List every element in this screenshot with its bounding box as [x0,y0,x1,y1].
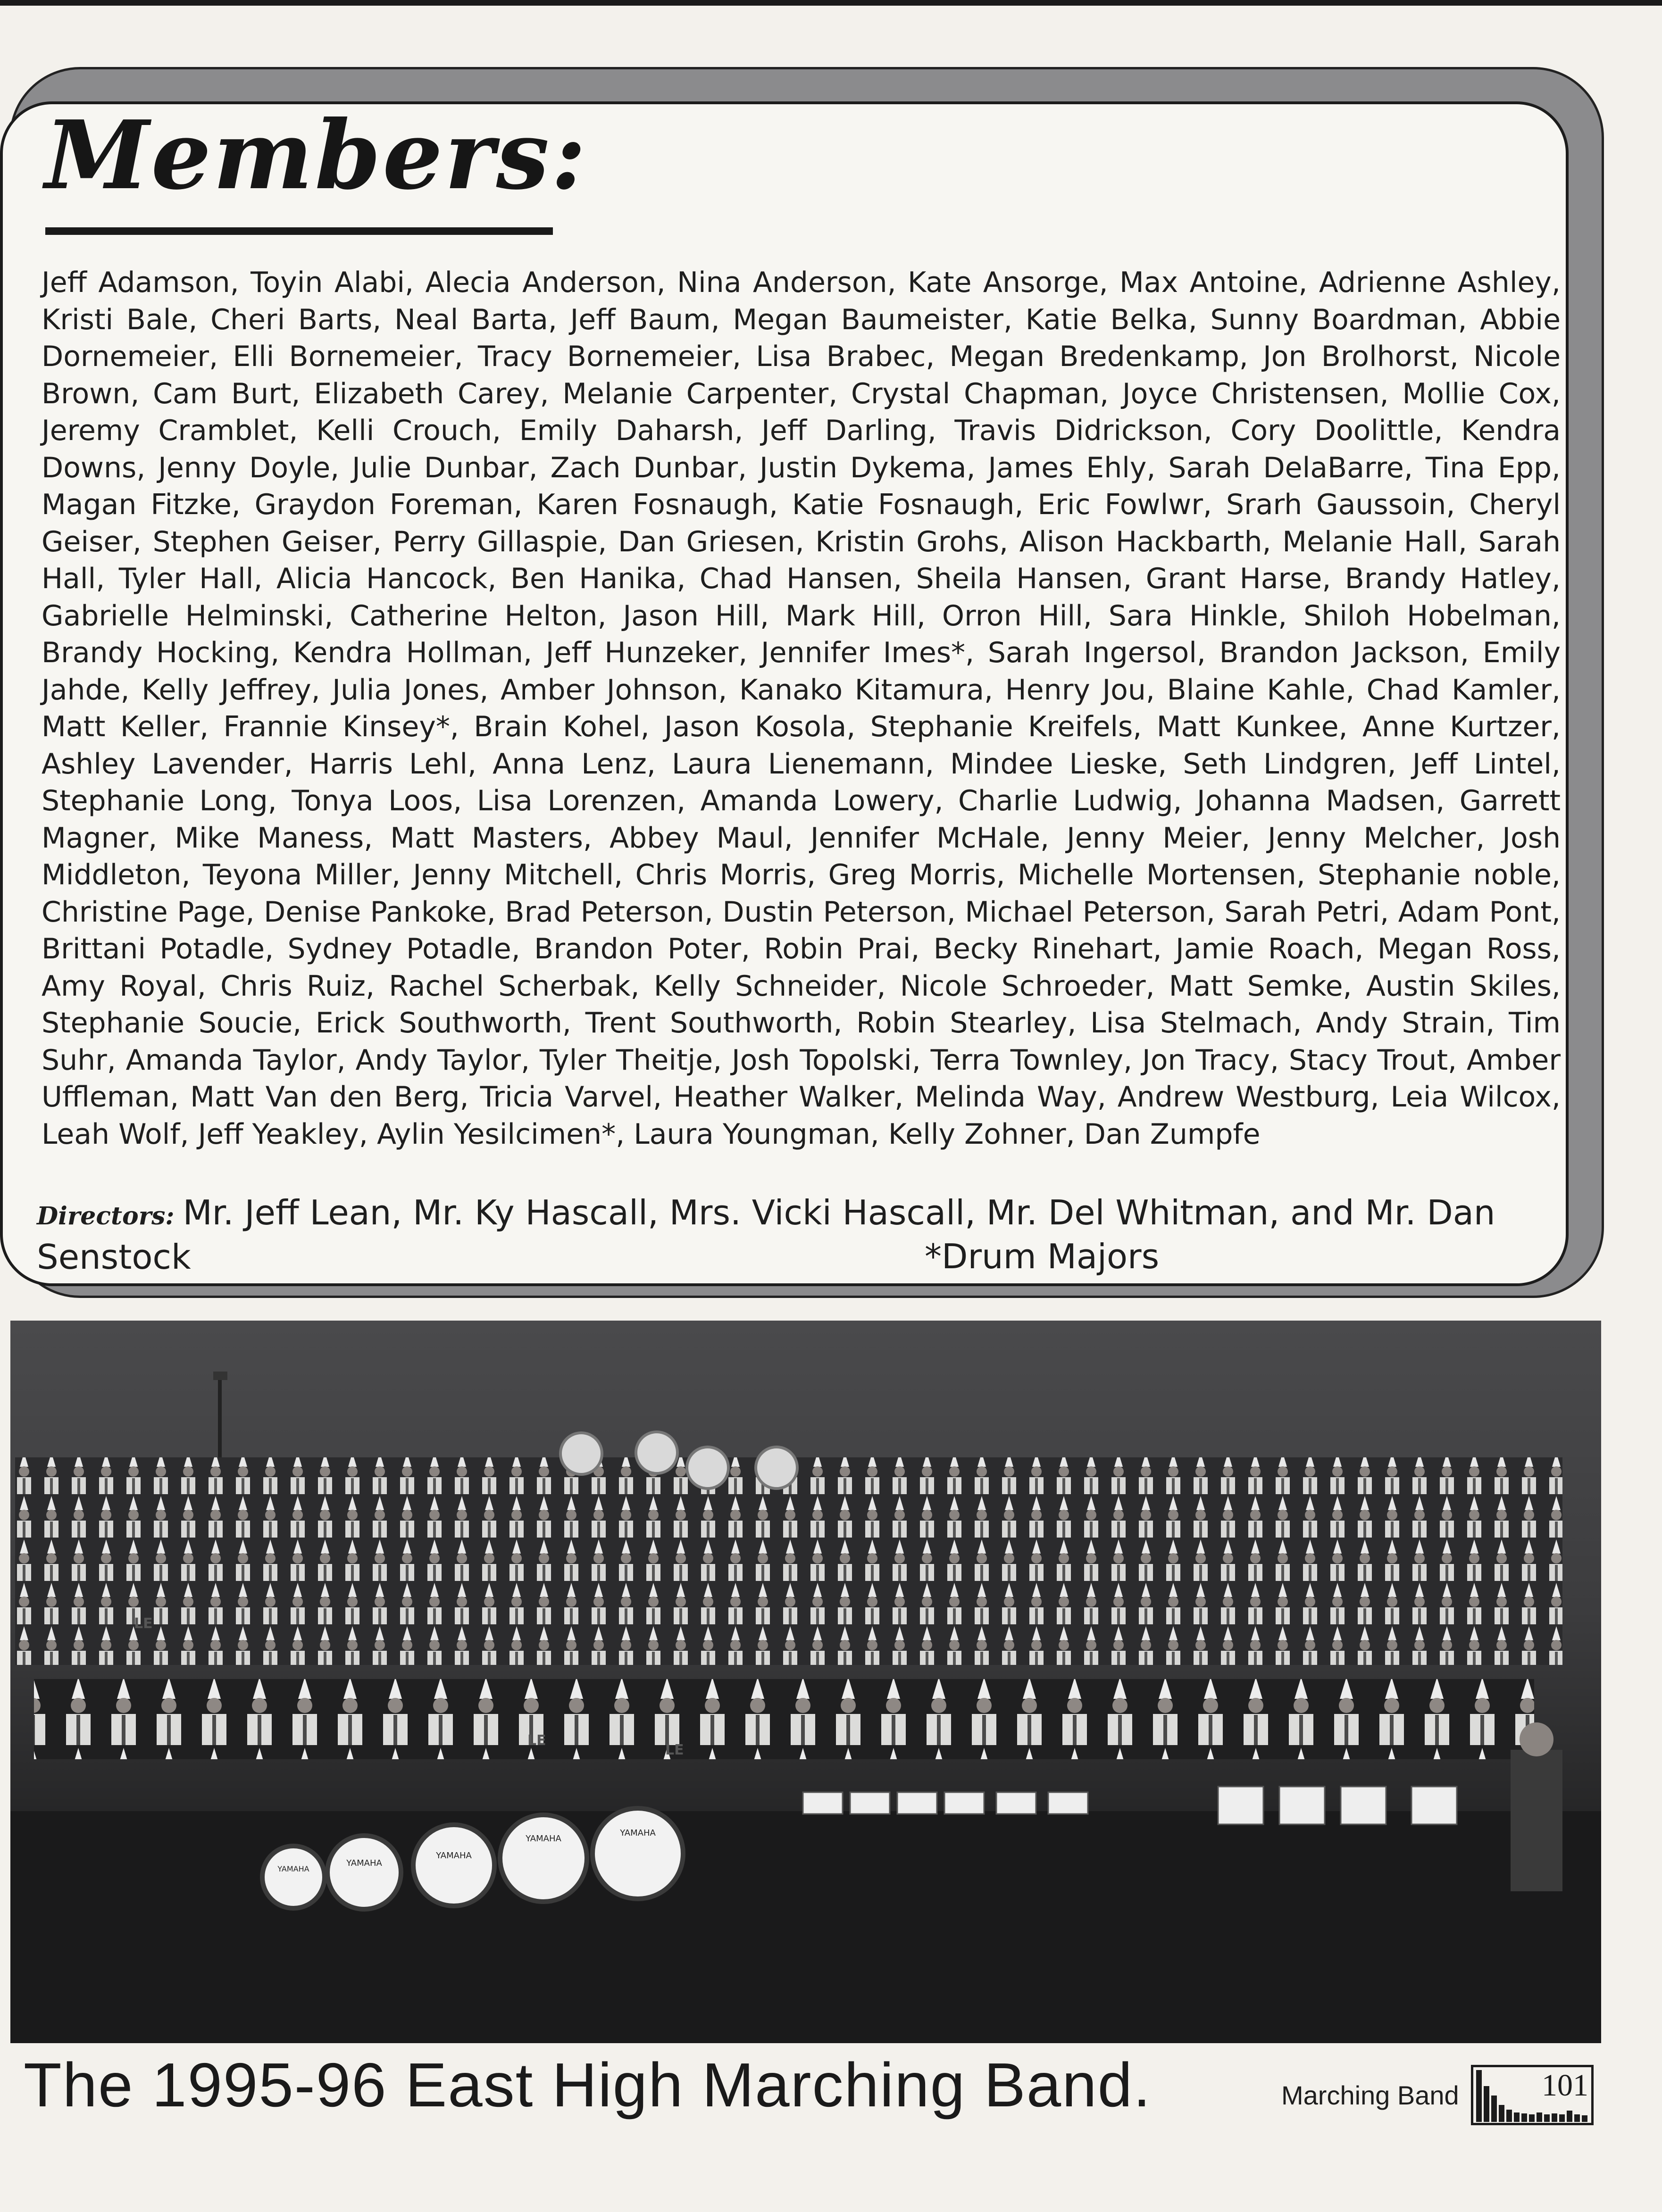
heading-underline [45,227,553,235]
uniform-letters-3: LE [665,1742,684,1758]
bass-drum-brand-1: YAMAHA [277,1864,309,1873]
uniform-letters-1: LE [134,1615,153,1632]
bass-drum-brand-5: YAMAHA [620,1828,656,1838]
members-heading: Members: [45,100,588,211]
band-photo [10,1321,1601,2043]
drum-majors-note: *Drum Majors [925,1237,1160,1276]
bass-drum-brand-3: YAMAHA [436,1851,472,1861]
section-label: Marching Band [1281,2080,1459,2110]
directors-label: Directors: [37,1202,175,1231]
bass-drum-brand-4: YAMAHA [526,1834,561,1844]
page-number: 101 [1542,2068,1588,2103]
top-border [0,0,1662,6]
band-photo-illustration [10,1321,1601,2043]
director-figure [1511,1750,1562,1891]
directors-line [37,1192,1546,1277]
directors-names: Mr. Jeff Lean, Mr. Ky Hascall, Mrs. Vicki Hascall, Mr. Del Whitman, and Mr. Dan Senstock [37,1193,1495,1277]
member-list: Jeff Adamson, Toyin Alabi, Alecia Anderson, Nina Anderson, Kate Ansorge, Max Antoine, Adrienne Ashley, Kristi Bale, Cheri Barts, Neal Barta, Jeff Baum, Megan Baumeister, Katie Belka, Sunny Boardman, Abbie Dornemeier, Elli Bornemeier, Tracy Bornemeier, Lisa Brabec, Megan Bredenkamp, Jon Brolhorst, Nicole Brown, Cam Burt, Elizabeth Carey, Melanie Carpenter, Crystal Chapman, Joyce Christensen, Mollie Cox, Jeremy Cramblet, Kelli Crouch, Emily Daharsh, Jeff Darling, Travis Didrickson, Cory Doolittle, Kendra Downs, Jenny Doyle, Julie Dunbar, Zach Dunbar, Justin Dykema, James Ehly, Sarah DelaBarre, Tina Epp, Magan Fitzke, Graydon Foreman, Karen Fosnaugh, Katie Fosnaugh, Eric Fowlwr, Srarh Gaussoin, Cheryl Geiser, Stephen Geiser, Perry Gillaspie, Dan Griesen, Kristin Grohs, Alison Hackbarth, Melanie Hall, Sarah Hall, Tyler Hall, Alicia Hancock, Ben Hanika, Chad Hansen, Sheila Hansen, Grant Harse, Brandy Hatley, Gabrielle Helminski, Catherine Helton, Jason Hill, Mark Hill, Orron Hill, Sara Hinkle, Shiloh Hobelman, Brandy Hocking, Kendra Hollman, Jeff Hunzeker, Jennifer Imes*, Sarah Ingersol, Brandon Jackson, Emily Jahde, Kelly Jeffrey, Julia Jones, Amber Johnson, Kanako Kitamura, Henry Jou, Blaine Kahle, Chad Kamler, Matt Keller, Frannie Kinsey*, Brain Kohel, Jason Kosola, Stephanie Kreifels, Matt Kunkee, Anne Kurtzer, Ashley Lavender, Harris Lehl, Anna Lenz, Laura Lienemann, Mindee Lieske, Seth Lindgren, Jeff Lintel, Stephanie Long, Tonya Loos, Lisa Lorenzen, Amanda Lowery, Charlie Ludwig, Johanna Madsen, Garrett Magner, Mike Maness, Matt Masters, Abbey Maul, Jennifer McHale, Jenny Meier, Jenny Melcher, Josh Middleton, Teyona Miller, Jenny Mitchell, Chris Morris, Greg Morris, Michelle Mortensen, Stephanie noble, Christine Page, Denise Pankoke, Brad Peterson, Dustin Peterson, Michael Peterson, Sarah Petri, Adam Pont, Brittani Potadle, Sydney Potadle, Brandon Poter, Robin Prai, Becky Rinehart, Jamie Roach, Megan Ross, Amy Royal, Chris Ruiz, Rachel Scherbak, Kelly Schneider, Nicole Schroeder, Matt Semke, Austin Skiles, Stephanie Soucie, Erick Southworth, Trent Southworth, Robin Stearley, Lisa Stelmach, Andy Strain, Tim Suhr, Amanda Taylor, Andy Taylor, Tyler Theitje, Josh Topolski, Terra Townley, Jon Tracy, Stacy Trout, Amber Uffleman, Matt Van den Berg, Tricia Varvel, Heather Walker, Melinda Way, Andrew Westburg, Leia Wilcox, Leah Wolf, Jeff Yeakley, Aylin Yesilcimen*, Laura Youngman, Kelly Zohner, Dan Zumpfe [42,266,1561,1151]
bass-drum-brand-2: YAMAHA [346,1858,382,1868]
band-front-row [34,1679,1534,1759]
uniform-letters-2: LE [527,1732,546,1749]
photo-caption: The 1995-96 East High Marching Band. [24,2050,1152,2120]
band-back-rows [15,1457,1562,1665]
